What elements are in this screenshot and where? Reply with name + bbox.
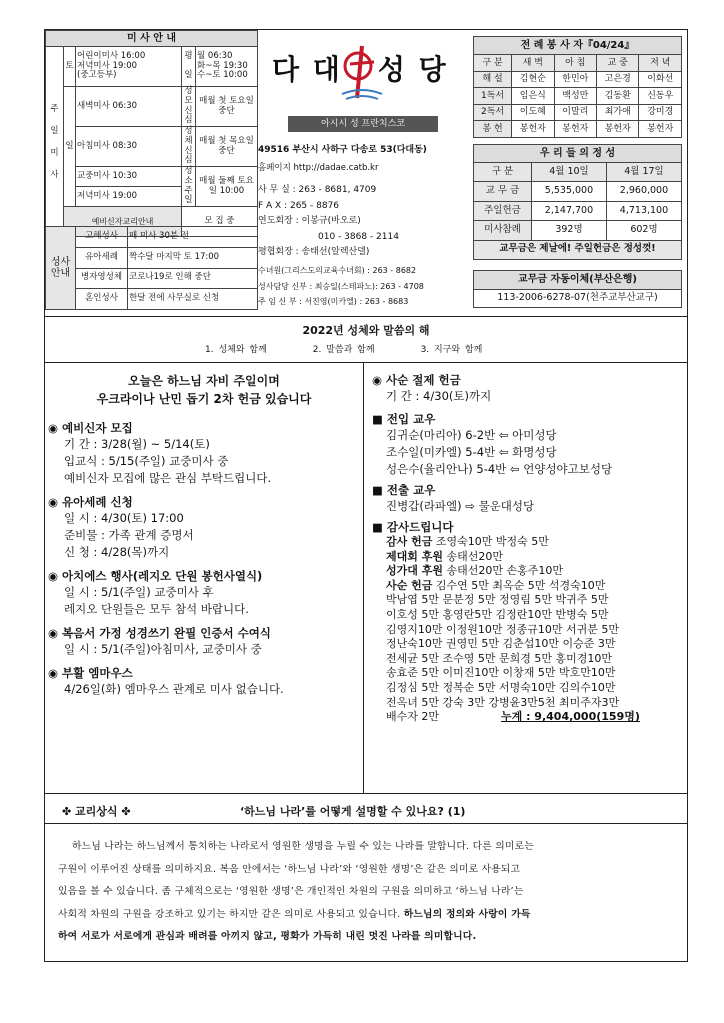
servers-table: 전 례 봉 사 자『04/24』 구 분 새 벽 아 침 교 중 저 녁 해 설 김현순 한민아 고은경 이화선 1독서 임은식 백성만 김동환 신동우 2독서 이도혜 이말리 최가애 강미경 봉 헌 봉헌자 봉헌자 봉헌자 봉헌자 (473, 36, 682, 138)
weekday-times: 월 06:30 화~목 19:30 수~토 10:00 (196, 47, 258, 87)
church-logo-icon (340, 42, 384, 102)
finance-table: 우 리 들 의 정 성 구 분 4월 10일 4월 17일 교 무 금 5,535,000 2,960,000 주일헌금 2,147,700 4,713,100 미사참례 392명 602명 교무금은 제날에! 주일헌금은 정성껏! (473, 144, 682, 260)
theme-title: 2022년 성체와 말씀의 해 (302, 324, 430, 337)
doctrine-question: ‘하느님 나라’를 어떻게 설명할 수 있나요? (1) (240, 805, 466, 818)
church-name: 다 대 성 당 (272, 53, 448, 86)
sacrament-name: 유아세례 (76, 247, 128, 268)
devotion-2: 성체신심 (182, 127, 196, 167)
clergy-block: 수녀원(그리스도의교육수녀회) : 263 - 8682 성사담당 신부 : 최승일(스테파노): 263 - 4708 주 임 신 부 : 서진영(미카엘) : 263 - 8683 (258, 266, 424, 306)
address: 49516 부산시 사하구 다송로 53(다대동) (258, 145, 427, 155)
doctrine-body: 하느님 나라는 하느님께서 통치하는 나라로서 영원한 생명을 누릴 수 있는 나라를 말합니다. 다른 의미로는 구원이 이루어진 상태를 의미하지요. 복음 안에서는 ‘하느님 나라’와 ‘영원한 생명’은 같은 의미로 사용되고 있음을 볼 수 있습니다. 좀 구체적으로는 ‘영원한 생명’은 개인적인 차원의 구원을 의미하고 ‘하느님 나라’는 사회적 차원의 구원을 강조하고 있기는 하지만 같은 의미로 사용되고 있습니다. 하느님의 정의와 사랑이 가득 하여 서로가 서로에게 관심과 배려를 아끼지 않고, 평화가 가득히 내린 멋진 나라를 의미합니다. (58, 841, 534, 942)
theme-items: 1. 성체와 함께 2. 말씀과 함께 3. 지구와 함께 (205, 345, 483, 355)
sacrament-name: 혼인성사 (76, 289, 128, 310)
transfer-table (473, 270, 682, 308)
sacrament-name: 고해성사 (76, 227, 128, 248)
sun-mass-1: 새벽미사 06:30 (76, 87, 182, 127)
devotion-2-v: 매월 첫 목요일 중단 (196, 127, 258, 167)
servers-title: 전 례 봉 사 자『04/24』 (474, 37, 682, 55)
finance-note: 교무금은 제날에! 주일헌금은 정성껏! (474, 240, 682, 259)
sacrament-info: 한달 전에 사무실로 신청 (128, 289, 258, 310)
contact-block: 사 무 실 : 263 - 8681, 4709 F A X : 265 - 8876 연도회장 : 이봉규(바오로) 010 - 3868 - 2114 평협회장 : 송태선(알렉산델) (258, 185, 399, 257)
week-label: 주 일 미 사 (46, 47, 64, 237)
doctrine-label: ✤ 교리상식 ✤ (62, 805, 131, 818)
catechumen-label: 예비신자교리안내 (64, 207, 182, 237)
sacrament-info: 코로나19로 인해 중단 (128, 268, 258, 289)
sat-label: 토 (64, 47, 76, 87)
right-notices: ◉ 사순 절제 헌금 기 간 : 4/30(토)까지 ■ 전입 교우 김귀순(마리아) 6-2반 ⇦ 아미성당 조수일(미카엘) 5-4반 ⇦ 화명성당 성은수(율리안나) 5-4반 ⇦ 언양성야고보성당 ■ 전출 교우 진병갑(라파엘) ⇨ 물운대성당 ■ 감사드립니다 감사 헌금 조영숙10만 박정숙 5만 제대회 후원 송태선20만 성가대 후원 송태선20만 손홍주10만 사순 헌금 김수연 5만 최옥순 5만 석경숙10만 박남엽 5만 문분정 5만 정영림 5만 박귀주 5만 이호성 5만 홍영란5만 김정란10만 반병숙 5만 김영지10만 이정원10만 정종규10만 서귀분 5만 정난숙10만 권영민 5만 김춘섭10만 이승준 3만 전세균 5만 조수영 5만 문희경 5만 홍미경10만 송효준 5만 이미진10만 이창재 5만 박호만10만 김정심 5만 정복순 5만 서명숙10만 김의수10만 전옥녀 5만 강숙 3만 강병윤3만5천 최미주자3만 배수자 2만 누계 : 9,404,000(159명) (372, 373, 640, 724)
transfer-account: 113-2006-6278-07(천주교부산교구) (474, 289, 682, 307)
sat-times: 어린이미사 16:00 저녁미사 19:00 (중고등부) (76, 47, 182, 87)
devotion-3-v: 매월 둘째 토요일 10:00 (196, 167, 258, 207)
left-notices: 오늘은 하느님 자비 주일이며 우크라이나 난민 돕기 2차 헌금 있습니다 ◉ 예비신자 모집 기 간 : 3/28(월) ~ 5/14(토) 입교식 : 5/15(주일) 교중미사 중 예비신자 모집에 많은 관심 부탁드립니다. ◉ 유아세례 신청 일 시 : 4/30(토) 17:00 준비물 : 가족 관계 증명서 신 청 : 4/28(목)까지 ◉ 아치에스 행사(레지오 단원 봉헌사열식) 일 시 : 5/1(주일) 교중미사 후 레지오 단원들은 모두 참석 바랍니다. ◉ 복음서 가정 성경쓰기 완필 인증서 수여식 일 시 : 5/1(주일)아침미사, 교중미사 중 ◉ 부활 엠마우스 4/26일(화) 엠마우스 관계로 미사 없습니다. (48, 374, 312, 696)
devotion-1: 성모신심 (182, 87, 196, 127)
devotion-1-v: 매월 첫 토요일 중단 (196, 87, 258, 127)
donation-total: 누계 : 9,404,000(159명) (501, 710, 640, 724)
catechumen-value: 모 집 중 (182, 207, 258, 237)
transfer-title: 교무금 자동이체(부산은행) (474, 271, 682, 290)
sacrament-info: 짝수달 마지막 토 17:00 (128, 247, 258, 268)
sun-mass-2: 아침미사 08:30 (76, 127, 182, 167)
homepage: 홈페이지 http://dadae.catb.kr (258, 163, 379, 173)
sacrament-label: 성사안내 (46, 227, 76, 310)
mass-table (45, 30, 258, 237)
sacrament-info: 매 미사 30분 전 (128, 227, 258, 248)
finance-title: 우 리 들 의 정 성 (474, 145, 682, 163)
weekday-label: 평 일 (182, 47, 196, 87)
sacrament-name: 병자영성체 (76, 268, 128, 289)
sun-label: 일 (64, 87, 76, 207)
devotion-3: 성소주일 (182, 167, 196, 207)
mass-title: 미 사 안 내 (46, 31, 258, 47)
sacrament-table (45, 226, 258, 310)
patron-banner: 아시시 성 프란치스코 (288, 116, 438, 132)
sun-mass-3: 교중미사 10:30 (76, 167, 182, 187)
sun-mass-4: 저녁미사 19:00 (76, 187, 182, 207)
